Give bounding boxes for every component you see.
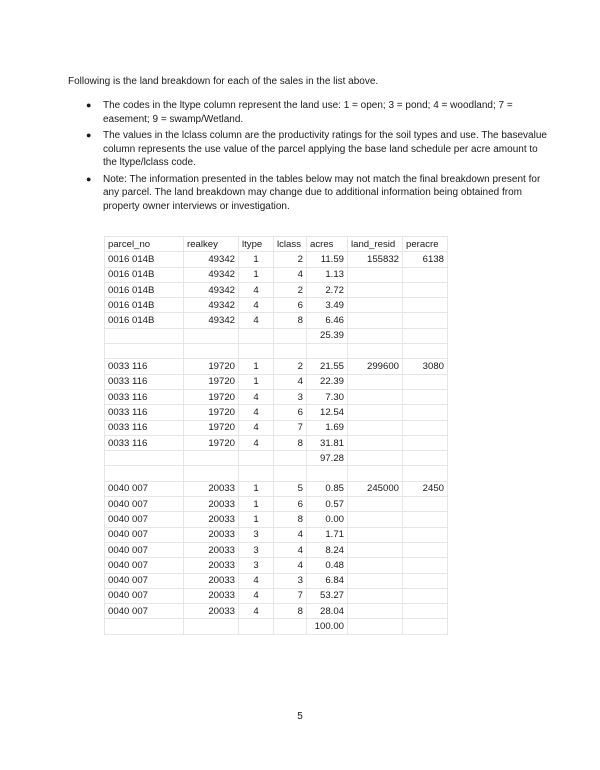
table-cell: [348, 435, 403, 450]
table-row: [105, 420, 448, 435]
note-text: Note: The information presented in the tables below may not match the final breakdown present for any parcel. The land breakdown may change due to additional information being obtained from property owner interviews or investigation.: [103, 173, 541, 212]
table-cell: 299600: [348, 359, 403, 374]
table-cell: 20033: [184, 604, 239, 619]
table-cell: [105, 466, 184, 481]
table-cell: 20033: [184, 588, 239, 603]
table-cell: 4: [239, 389, 274, 404]
table-cell: [348, 313, 403, 328]
table-cell: 1: [239, 374, 274, 389]
table-cell: 19720: [184, 420, 239, 435]
table-cell: [348, 588, 403, 603]
table-row: [105, 389, 448, 404]
table-cell: [274, 619, 307, 634]
table-cell: 0033 116: [105, 420, 184, 435]
table-cell: 4: [274, 374, 307, 389]
table-cell: 6138: [403, 252, 448, 267]
notes-list: [83, 99, 553, 216]
table-cell: 20033: [184, 527, 239, 542]
table-cell: 1: [239, 359, 274, 374]
table-cell: 22.39: [307, 374, 348, 389]
table-cell: 20033: [184, 497, 239, 512]
table-cell: [105, 328, 184, 343]
table-cell: 20033: [184, 512, 239, 527]
table-cell: 25.39: [307, 328, 348, 343]
table-cell: 0040 007: [105, 588, 184, 603]
table-cell: [348, 573, 403, 588]
table-cell: 1: [239, 267, 274, 282]
table-cell: 21.55: [307, 359, 348, 374]
total-row: [105, 451, 448, 466]
table-cell: 2: [274, 359, 307, 374]
table-cell: 1: [239, 481, 274, 496]
table-cell: [403, 451, 448, 466]
table-cell: 6: [274, 405, 307, 420]
table-cell: 3: [239, 527, 274, 542]
note-item: [83, 99, 553, 126]
table-cell: 19720: [184, 405, 239, 420]
table-cell: 19720: [184, 389, 239, 404]
table-cell: 19720: [184, 374, 239, 389]
table-cell: [348, 619, 403, 634]
table-cell: [184, 451, 239, 466]
table-row: [105, 267, 448, 282]
note-item: [83, 173, 553, 214]
table-cell: [348, 497, 403, 512]
table-cell: 2: [274, 282, 307, 297]
total-row: [105, 328, 448, 343]
table-cell: 4: [274, 558, 307, 573]
table-cell: 0016 014B: [105, 252, 184, 267]
table-row: [105, 481, 448, 496]
table-cell: 4: [274, 542, 307, 557]
table-cell: 1.13: [307, 267, 348, 282]
table-cell: 7: [274, 588, 307, 603]
table-cell: [348, 298, 403, 313]
table-cell: 0033 116: [105, 435, 184, 450]
table-cell: 6: [274, 298, 307, 313]
table-cell: 1: [239, 497, 274, 512]
table-cell: [348, 267, 403, 282]
table-cell: realkey: [184, 237, 239, 252]
table-cell: 5: [274, 481, 307, 496]
table-cell: 8: [274, 604, 307, 619]
table-row: [105, 497, 448, 512]
table-row: [105, 298, 448, 313]
table-cell: [184, 619, 239, 634]
table-cell: 4: [239, 282, 274, 297]
table-row: [105, 558, 448, 573]
table-cell: 3: [274, 573, 307, 588]
table-cell: [105, 451, 184, 466]
note-text: The values in the lclass column are the productivity ratings for the soil types and use. The basevalue column represents the use value of the parcel applying the base land schedule per acre amount to the ltype/lclass code.: [103, 130, 547, 168]
table-cell: 3: [239, 558, 274, 573]
table-cell: land_resid: [348, 237, 403, 252]
table-cell: acres: [307, 237, 348, 252]
table-cell: 11.59: [307, 252, 348, 267]
table-cell: 0040 007: [105, 573, 184, 588]
table-cell: 0040 007: [105, 527, 184, 542]
table-cell: [239, 466, 274, 481]
note-item: [83, 129, 553, 170]
table-cell: 49342: [184, 252, 239, 267]
total-row: [105, 619, 448, 634]
table-cell: 49342: [184, 298, 239, 313]
table-cell: [403, 573, 448, 588]
table-cell: 155832: [348, 252, 403, 267]
table-cell: 19720: [184, 435, 239, 450]
table-row: [105, 359, 448, 374]
table-row: [105, 573, 448, 588]
table-cell: 0033 116: [105, 374, 184, 389]
table-row: [105, 542, 448, 557]
table-cell: 20033: [184, 481, 239, 496]
table-row: [105, 405, 448, 420]
table-cell: [348, 527, 403, 542]
table-cell: 8: [274, 512, 307, 527]
table-cell: [403, 282, 448, 297]
table-cell: 20033: [184, 573, 239, 588]
table-cell: [307, 344, 348, 359]
table-cell: 0.57: [307, 497, 348, 512]
table-cell: [105, 344, 184, 359]
table-cell: parcel_no: [105, 237, 184, 252]
table-cell: 8: [274, 435, 307, 450]
table-cell: [403, 420, 448, 435]
table-cell: [348, 328, 403, 343]
table-cell: [348, 374, 403, 389]
table-cell: 8.24: [307, 542, 348, 557]
table-cell: 6.84: [307, 573, 348, 588]
bullet-icon: ●: [86, 130, 92, 140]
table-cell: [348, 451, 403, 466]
table-cell: 1.69: [307, 420, 348, 435]
table-cell: [403, 558, 448, 573]
table-cell: [239, 619, 274, 634]
table-cell: 49342: [184, 313, 239, 328]
blank-row: [105, 344, 448, 359]
table-cell: [403, 435, 448, 450]
table-cell: 8: [274, 313, 307, 328]
table-cell: 4: [239, 588, 274, 603]
table-cell: [403, 389, 448, 404]
page-number: 5: [297, 711, 303, 722]
table-cell: [403, 328, 448, 343]
table-cell: [105, 619, 184, 634]
table-cell: [274, 451, 307, 466]
intro-paragraph: Following is the land breakdown for each of the sales in the list above.: [68, 76, 379, 87]
table-cell: 2: [274, 252, 307, 267]
table-cell: 4: [239, 420, 274, 435]
blank-row: [105, 466, 448, 481]
table-cell: 0040 007: [105, 558, 184, 573]
table-row: [105, 588, 448, 603]
table-cell: [403, 542, 448, 557]
table-row: [105, 252, 448, 267]
table-cell: 3: [274, 389, 307, 404]
table-cell: [348, 344, 403, 359]
table-cell: 4: [239, 604, 274, 619]
table-row: [105, 313, 448, 328]
table-cell: 53.27: [307, 588, 348, 603]
table-cell: 0040 007: [105, 512, 184, 527]
table-cell: 0016 014B: [105, 267, 184, 282]
table-cell: 0040 007: [105, 604, 184, 619]
table-cell: [348, 389, 403, 404]
table-cell: [403, 344, 448, 359]
table-cell: 20033: [184, 542, 239, 557]
table-cell: [348, 420, 403, 435]
table-cell: [184, 344, 239, 359]
table-header-row: [105, 237, 448, 252]
table-cell: 1.71: [307, 527, 348, 542]
land-breakdown-table: [104, 236, 448, 635]
table-cell: [239, 344, 274, 359]
table-cell: [348, 282, 403, 297]
table-cell: 2.72: [307, 282, 348, 297]
table-cell: 0040 007: [105, 542, 184, 557]
table-cell: [403, 405, 448, 420]
table-cell: 4: [239, 298, 274, 313]
table-cell: 20033: [184, 558, 239, 573]
table-row: [105, 374, 448, 389]
table-cell: [403, 604, 448, 619]
table-cell: [274, 328, 307, 343]
table-cell: 1: [239, 252, 274, 267]
table-cell: [403, 512, 448, 527]
table-cell: [403, 313, 448, 328]
table-cell: lclass: [274, 237, 307, 252]
table-cell: 31.81: [307, 435, 348, 450]
table-cell: 19720: [184, 359, 239, 374]
table-cell: 2450: [403, 481, 448, 496]
table-row: [105, 512, 448, 527]
table-cell: peracre: [403, 237, 448, 252]
table-cell: 3.49: [307, 298, 348, 313]
bullet-icon: ●: [86, 100, 92, 110]
table-cell: [348, 558, 403, 573]
table-cell: 0016 014B: [105, 282, 184, 297]
table-cell: [403, 588, 448, 603]
table-cell: 0033 116: [105, 389, 184, 404]
table-cell: 0.48: [307, 558, 348, 573]
table-cell: [348, 542, 403, 557]
table-cell: 0016 014B: [105, 313, 184, 328]
table-cell: 0.85: [307, 481, 348, 496]
table-cell: 12.54: [307, 405, 348, 420]
table-cell: [403, 466, 448, 481]
table-cell: [348, 405, 403, 420]
table-cell: [307, 466, 348, 481]
table-cell: [348, 604, 403, 619]
table-cell: 4: [239, 435, 274, 450]
table-cell: [348, 512, 403, 527]
table-cell: 1: [239, 512, 274, 527]
table-cell: 7: [274, 420, 307, 435]
table-cell: 3080: [403, 359, 448, 374]
table-cell: 0040 007: [105, 497, 184, 512]
table-cell: [403, 267, 448, 282]
table-row: [105, 435, 448, 450]
table-cell: [274, 466, 307, 481]
table-cell: 4: [239, 313, 274, 328]
table-cell: 97.28: [307, 451, 348, 466]
table-cell: 6: [274, 497, 307, 512]
table-cell: [184, 466, 239, 481]
table-cell: 28.04: [307, 604, 348, 619]
table-cell: 0033 116: [105, 359, 184, 374]
table-cell: 0033 116: [105, 405, 184, 420]
table-cell: 0040 007: [105, 481, 184, 496]
table-cell: [403, 527, 448, 542]
table-cell: [184, 328, 239, 343]
table-cell: 49342: [184, 282, 239, 297]
table-cell: [403, 298, 448, 313]
table-cell: 7.30: [307, 389, 348, 404]
table-cell: 245000: [348, 481, 403, 496]
table-row: [105, 282, 448, 297]
table-cell: [239, 328, 274, 343]
table-cell: 4: [274, 267, 307, 282]
table-cell: 0.00: [307, 512, 348, 527]
table-cell: [403, 497, 448, 512]
table-cell: 0016 014B: [105, 298, 184, 313]
note-text: The codes in the ltype column represent the land use: 1 = open; 3 = pond; 4 = woodland; 7 = easement; 9 = swamp/Wetland.: [103, 100, 513, 125]
table-cell: [403, 619, 448, 634]
table-cell: 6.46: [307, 313, 348, 328]
bullet-icon: ●: [86, 173, 92, 184]
table-cell: [348, 466, 403, 481]
table-cell: 4: [274, 527, 307, 542]
table-row: [105, 604, 448, 619]
table-cell: 49342: [184, 267, 239, 282]
table-cell: 4: [239, 405, 274, 420]
table-cell: 100.00: [307, 619, 348, 634]
table-cell: ltype: [239, 237, 274, 252]
table-cell: [403, 374, 448, 389]
table-cell: 4: [239, 573, 274, 588]
table-row: [105, 527, 448, 542]
table-cell: [239, 451, 274, 466]
table-cell: 3: [239, 542, 274, 557]
table-cell: [274, 344, 307, 359]
